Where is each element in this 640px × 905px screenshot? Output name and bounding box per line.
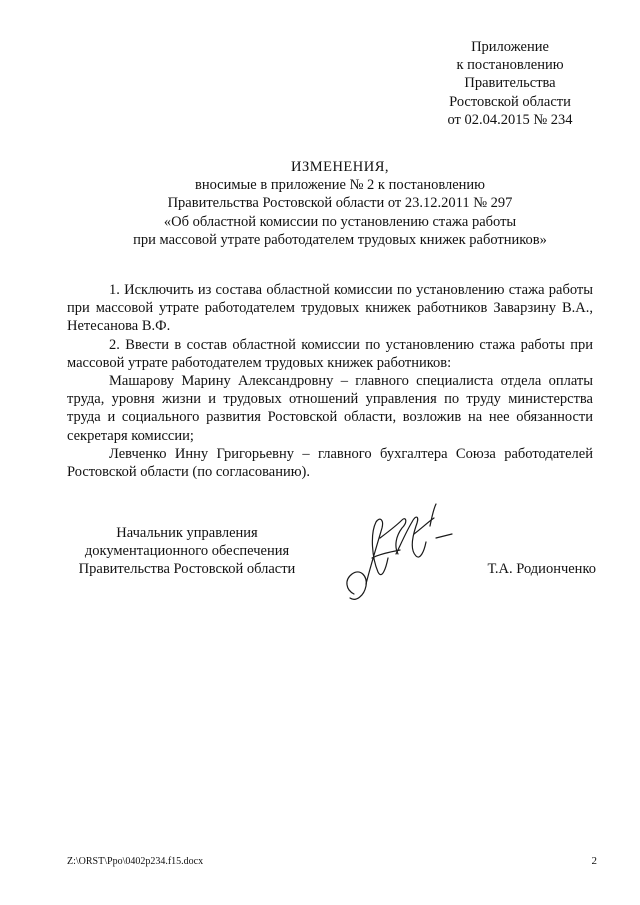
appendix-date-number: от 02.04.2015 № 234 bbox=[447, 111, 573, 128]
appendix-line: Приложение bbox=[471, 39, 549, 55]
position-line: документационного обеспечения bbox=[84, 543, 290, 560]
position-line: Начальник управления bbox=[116, 525, 258, 541]
paragraph-include: 2. Ввести в состав областной комиссии по установлению стажа работы при массовой утрате работодателем трудовых книжек работников: bbox=[67, 336, 593, 371]
document-body bbox=[67, 281, 593, 481]
footer-file-path: Z:\ORST\Ppo\0402p234.f15.docx bbox=[67, 856, 204, 867]
paragraph-levchenko: Левченко Инну Григорьевну – главного бухгалтера Союза работодателей Ростовской области (по согласованию). bbox=[67, 445, 593, 481]
heading-line: «Об областной комиссии по установлению стажа работы bbox=[163, 213, 517, 230]
appendix-line: Ростовской области bbox=[449, 93, 571, 110]
page-number: 2 bbox=[591, 855, 597, 867]
heading-line: Правительства Ростовской области от 23.12.2011 № 297 bbox=[167, 195, 513, 212]
heading-line: вносимые в приложение № 2 к постановлению bbox=[194, 177, 486, 194]
document-heading bbox=[60, 158, 620, 249]
appendix-header bbox=[400, 38, 620, 129]
handwritten-signature bbox=[336, 498, 456, 606]
paragraph-masharova: Машарову Марину Александровну – главного специалиста отдела оплаты труда, уровня жизни и трудовых отношений управления по труду министерства труда и социального развития Ростовской области, возложив на нее обязанности секретаря комиссии; bbox=[67, 373, 593, 444]
document-title: ИЗМЕНЕНИЯ, bbox=[290, 159, 390, 175]
appendix-line: Правительства bbox=[464, 75, 556, 92]
position-line: Правительства Ростовской области bbox=[78, 561, 296, 578]
paragraph-exclude: 1. Исключить из состава областной комиссии по установлению стажа работы при массовой утрате работодателем трудовых книжек работников Заварзину В.А., Нетесанова В.Ф. bbox=[67, 282, 593, 335]
signatory-position bbox=[67, 524, 307, 579]
signatory-name: Т.А. Родионченко bbox=[487, 561, 596, 577]
appendix-line: к постановлению bbox=[456, 57, 564, 74]
heading-line: при массовой утрате работодателем трудовых книжек работников» bbox=[133, 231, 547, 248]
